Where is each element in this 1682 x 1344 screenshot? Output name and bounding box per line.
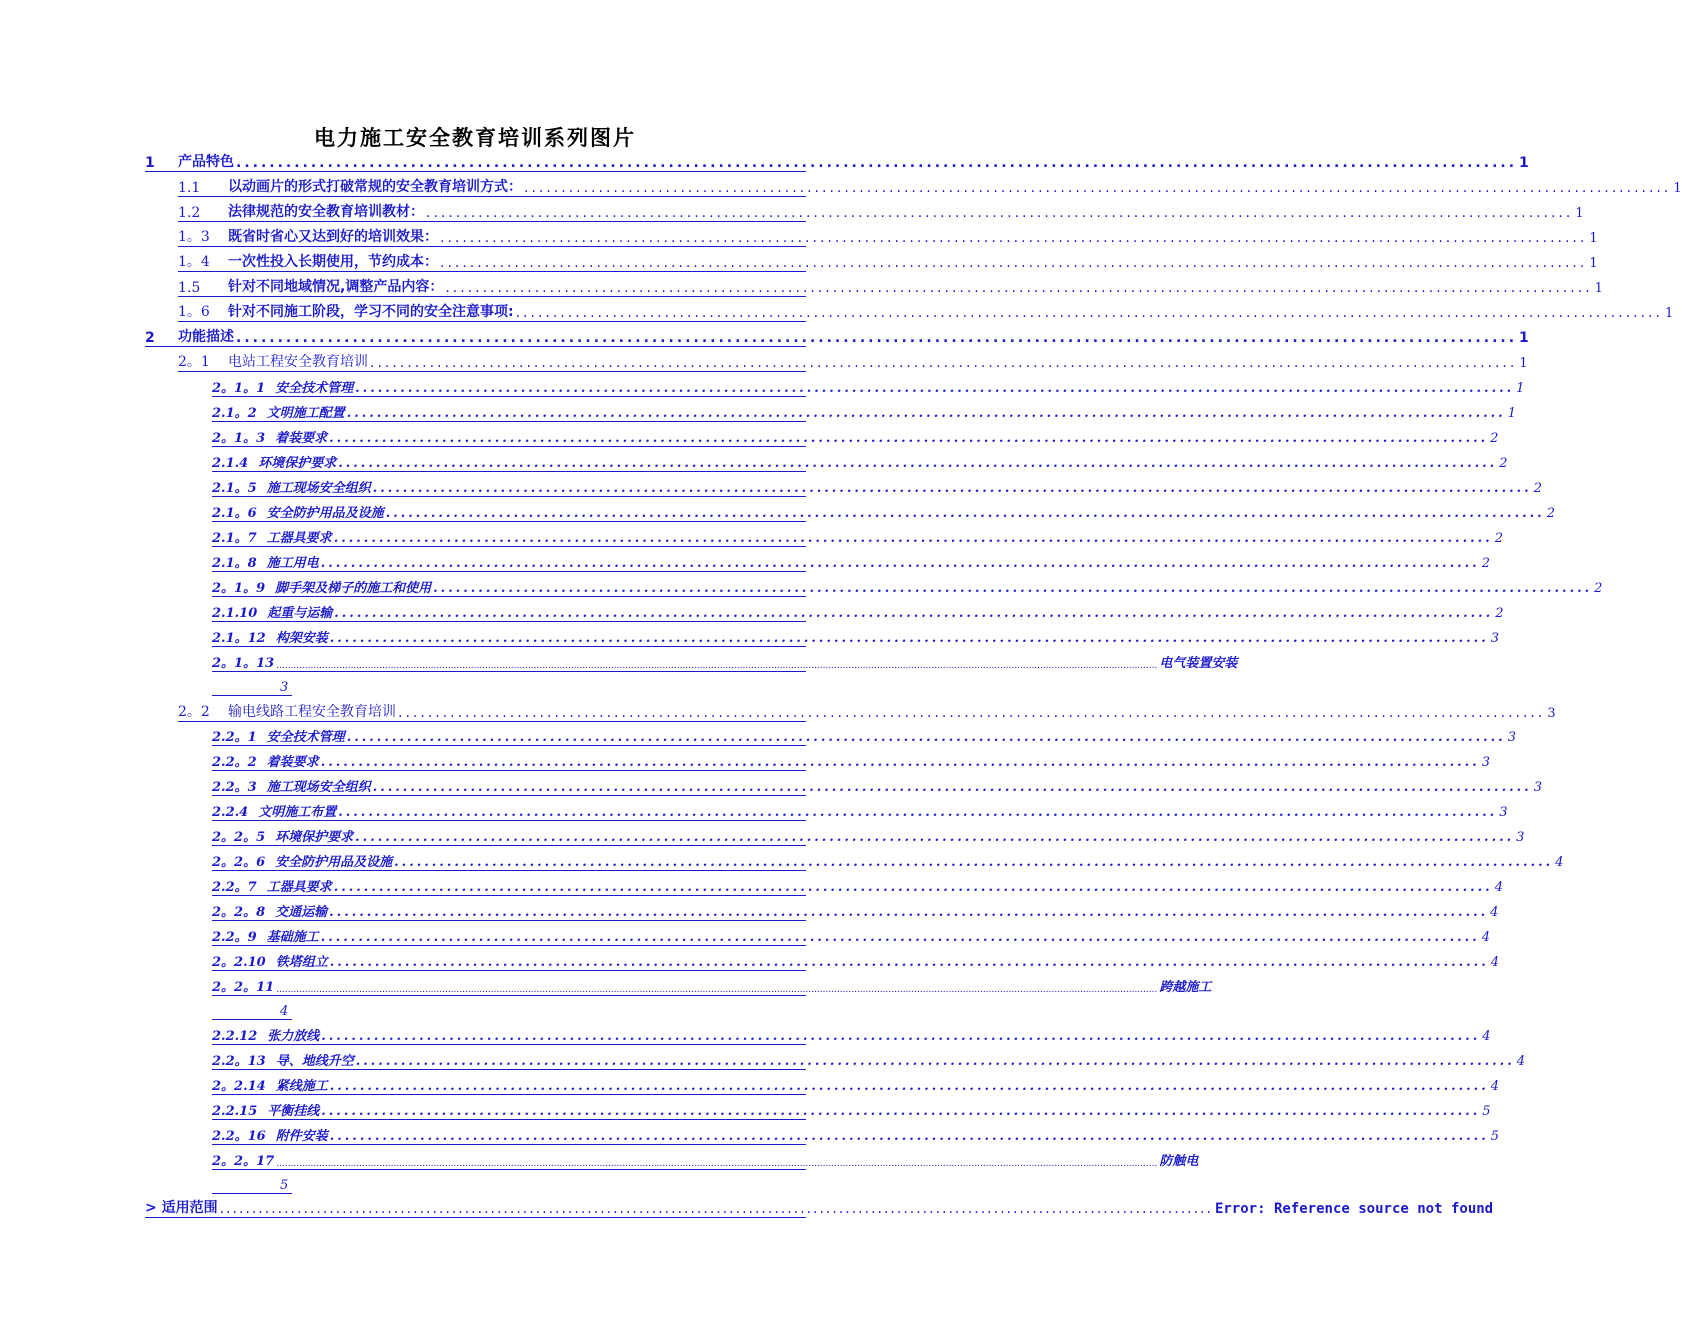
toc-entry-text: 输电线路工程安全教育培训 <box>228 704 396 720</box>
toc-entry-number: 1 <box>145 155 155 171</box>
toc-leader-dots: .......................................................................................................................................................... <box>329 905 1489 920</box>
toc-entry-text: 既省时省心又达到好的培训效果： <box>228 229 438 245</box>
toc-entry-number: 2.2。7 <box>212 880 257 895</box>
toc-entry-number: 2。1。13 <box>212 656 275 671</box>
toc-entry[interactable] <box>212 1023 1491 1045</box>
toc-page-number: 4 <box>1516 1054 1526 1069</box>
toc-entry-number: 2。2。6 <box>212 855 266 870</box>
toc-page-number: 4 <box>1481 930 1490 945</box>
toc-entry-number: 2。2.14 <box>212 1079 266 1094</box>
toc-page-number: 1 <box>1519 356 1528 371</box>
toc-entry[interactable] <box>212 500 1555 522</box>
toc-page-number: 1 <box>1589 256 1598 271</box>
toc-leader-dots: .......................................................................................................................................................... <box>236 155 1518 171</box>
toc-page-number: 4 <box>1555 855 1564 870</box>
toc-leader-dots: .......................................................................................................................................................... <box>329 1079 1489 1094</box>
toc-leader-dots: .......................................................................................................................................................... <box>329 955 1489 970</box>
toc-leader-dots: .......................................................................................................................................................... <box>329 631 1489 646</box>
toc-page-number: 3 <box>1516 830 1525 845</box>
toc-entry-number: 2.2。16 <box>212 1129 266 1144</box>
toc-page-number: 3 <box>1481 755 1490 770</box>
toc-page-number: 2 <box>1533 481 1542 496</box>
toc-page-number: 2 <box>1499 456 1508 471</box>
toc-leader-dots: .......................................................................................................................................................... <box>346 730 1506 745</box>
toc-entry-text: 产品特色 <box>178 154 234 170</box>
toc-entry-text: 交通运输 <box>275 905 328 920</box>
toc-leader-dots: .......................................................................................................................................................... <box>515 305 1663 321</box>
toc-entry[interactable] <box>212 799 1508 821</box>
toc-page-number: 5 <box>1482 1104 1491 1119</box>
toc-entry[interactable] <box>145 325 1529 347</box>
toc-entry[interactable] <box>178 350 1528 372</box>
toc-page-number: 4 <box>1494 880 1503 895</box>
toc-entry-number: 2.1。8 <box>212 556 257 571</box>
toc-entry-wrapped[interactable] <box>212 974 1212 1020</box>
toc-leader-dots: .......................................................................................................................................................... <box>219 1201 1213 1217</box>
toc-entry[interactable] <box>212 949 1500 971</box>
toc-page-number: 4 <box>212 996 292 1020</box>
toc-entry-number: 2.2.12 <box>212 1029 258 1044</box>
toc-entry[interactable] <box>212 450 1508 472</box>
toc-entry[interactable] <box>212 425 1499 447</box>
toc-entry[interactable] <box>178 300 1674 322</box>
toc-entry[interactable] <box>212 375 1525 397</box>
toc-entry-text: 脚手架及梯子的施工和使用 <box>275 581 432 596</box>
toc-page-number: 1 <box>1519 155 1529 171</box>
toc-leader-dots: .......................................................................................................................................................... <box>320 755 1480 770</box>
toc-leader-dots: .......................................................................................................................................................... <box>426 205 1574 221</box>
toc-leader-dots: .................................................................................................................................................................................................................................................................................................................... <box>276 661 1158 671</box>
toc-entry-number: 2。1。3 <box>212 431 266 446</box>
toc-leader-dots: .......................................................................................................................................................... <box>320 556 1480 571</box>
toc-entry[interactable] <box>212 899 1499 921</box>
toc-entry[interactable] <box>178 250 1598 272</box>
toc-entry-number: 2.1。2 <box>212 406 257 421</box>
toc-entry[interactable] <box>212 924 1490 946</box>
toc-leader-dots: .......................................................................................................................................................... <box>338 805 1498 820</box>
toc-page-number: 1 <box>1594 281 1603 296</box>
toc-entry[interactable] <box>178 175 1682 197</box>
toc-entry-number: 1。4 <box>178 254 210 270</box>
toc-entry-number: 2.1。7 <box>212 531 257 546</box>
toc-entry-number: 2.2.15 <box>212 1104 258 1119</box>
toc-leader-dots: .......................................................................................................................................................... <box>321 1104 1481 1119</box>
toc-entry[interactable] <box>212 1073 1500 1095</box>
toc-page-number: 3 <box>1499 805 1508 820</box>
toc-entry[interactable] <box>212 475 1542 497</box>
toc-page-number: 4 <box>1490 905 1499 920</box>
toc-leader-dots: .......................................................................................................................................................... <box>445 280 1593 296</box>
toc-entry-number: 1。6 <box>178 304 210 320</box>
toc-entry-number: 2.2。3 <box>212 780 257 795</box>
toc-page-number: 3 <box>1490 631 1500 646</box>
toc-leader-dots: .......................................................................................................................................................... <box>329 1129 1489 1144</box>
toc-entry[interactable] <box>212 625 1500 647</box>
toc-entry-text: 安全技术管理 <box>266 730 345 745</box>
toc-entry-text: 环境保护要求 <box>258 456 337 471</box>
toc-entry-wrapped[interactable] <box>212 650 1238 696</box>
toc-entry-text: 以动画片的形式打破常规的安全教育培训方式： <box>228 179 522 195</box>
toc-entry-number: 2.2。1 <box>212 730 257 745</box>
toc-leader-dots: .................................................................................................................................................................................................................................................................................................................... <box>276 1159 1158 1169</box>
toc-entry[interactable] <box>178 700 1556 722</box>
toc-entry-number: 2。2。11 <box>212 980 275 995</box>
toc-leader-dots: .......................................................................................................................................................... <box>440 255 1588 271</box>
toc-entry[interactable] <box>212 1048 1526 1070</box>
toc-page-number: 4 <box>1490 1079 1500 1094</box>
toc-entry[interactable] <box>212 774 1542 796</box>
toc-entry[interactable] <box>212 575 1603 597</box>
toc-entry-text: > 适用范围 <box>145 1200 218 1216</box>
toc-entry[interactable] <box>212 849 1564 871</box>
toc-page-number: 3 <box>212 672 292 696</box>
toc-entry-number: 2。1 <box>178 354 210 370</box>
toc-entry-text: 着装要求 <box>275 431 328 446</box>
toc-leader-dots: .......................................................................................................................................................... <box>355 1054 1515 1069</box>
toc-page-number: 3 <box>1533 780 1542 795</box>
toc-entry-number: 2。2 <box>178 704 210 720</box>
toc-page-number: 5 <box>1490 1129 1500 1144</box>
toc-entry-text: 防触电 <box>1159 1154 1199 1169</box>
toc-entry-number: 2.1。12 <box>212 631 266 646</box>
toc-leader-dots: .................................................................................................................................................................................................................................................................................................................... <box>276 985 1158 995</box>
toc-entry-text: 工器具要求 <box>266 531 332 546</box>
toc-entry-text: 工器具要求 <box>266 880 332 895</box>
toc-entry-text: 铁塔组立 <box>275 955 328 970</box>
toc-entry-number: 2.2。13 <box>212 1054 266 1069</box>
toc-entry-text: 导、地线升空 <box>275 1054 354 1069</box>
toc-page-number: 2 <box>1546 506 1555 521</box>
toc-leader-dots: .......................................................................................................................................................... <box>334 606 1494 621</box>
toc-entry-number: 2。2。5 <box>212 830 266 845</box>
toc-entry-number: 2。2。8 <box>212 905 266 920</box>
toc-leader-dots: .......................................................................................................................................................... <box>440 230 1588 246</box>
toc-page-number: 4 <box>1482 1029 1491 1044</box>
toc-entry-text: 文明施工配置 <box>266 406 345 421</box>
toc-leader-dots: .......................................................................................................................................................... <box>385 506 1545 521</box>
toc-entry-text: 构架安装 <box>275 631 328 646</box>
toc-entry-number: 1.1 <box>178 180 201 196</box>
toc-entry-number: 2。1。1 <box>212 381 266 396</box>
toc-entry-text: 针对不同地域情况,调整产品内容： <box>228 279 444 295</box>
toc-page-number: 1 <box>1575 206 1584 221</box>
toc-leader-dots: .......................................................................................................................................................... <box>433 581 1593 596</box>
toc-page-number: 5 <box>212 1170 292 1194</box>
toc-entry-text: 紧线施工 <box>275 1079 328 1094</box>
toc-page-number: 2 <box>1594 581 1603 596</box>
toc-entry-text: 张力放线 <box>267 1029 320 1044</box>
toc-entry-number: 1.5 <box>178 280 201 296</box>
toc-entry-number: 1.2 <box>178 205 201 221</box>
toc-leader-dots: .......................................................................................................................................................... <box>524 180 1672 196</box>
toc-entry-number: 2。1。9 <box>212 581 266 596</box>
toc-entry-text: 施工现场安全组织 <box>266 780 371 795</box>
toc-entry-number: 2 <box>145 330 155 346</box>
toc-entry-text: 安全防护用品及设施 <box>275 855 393 870</box>
toc-leader-dots: .......................................................................................................................................................... <box>320 930 1480 945</box>
toc-leader-dots: .......................................................................................................................................................... <box>329 431 1489 446</box>
toc-entry-number: 1。3 <box>178 229 210 245</box>
toc-entry[interactable] <box>212 824 1525 846</box>
toc-page-number: 2 <box>1481 556 1490 571</box>
toc-entry-number: 2.2。2 <box>212 755 257 770</box>
toc-entry[interactable] <box>145 150 1529 172</box>
toc-page-number: 1 <box>1516 381 1525 396</box>
toc-entry-text: 附件安装 <box>275 1129 328 1144</box>
toc-page-number: 1 <box>1519 330 1529 346</box>
toc-entry[interactable] <box>178 200 1584 222</box>
toc-entry-text: 电气装置安装 <box>1159 656 1238 671</box>
toc-entry-text: 跨越施工 <box>1159 980 1212 995</box>
toc-leader-dots: .......................................................................................................................................................... <box>398 705 1546 721</box>
toc-leader-dots: .......................................................................................................................................................... <box>355 830 1515 845</box>
toc-entry-text: 法律规范的安全教育培训教材： <box>228 204 424 220</box>
toc-entry-number: 2.1.4 <box>212 456 249 471</box>
toc-entry-text: 一次性投入长期使用，节约成本： <box>228 254 438 270</box>
toc-page-number: 2 <box>1495 606 1504 621</box>
toc-entry[interactable] <box>212 550 1490 572</box>
document-title: 电力施工安全教育培训系列图片 <box>314 125 636 150</box>
toc-entry[interactable] <box>212 1098 1491 1120</box>
toc-entry-text: 安全防护用品及设施 <box>266 506 384 521</box>
toc-entry[interactable] <box>212 724 1516 746</box>
toc-entry[interactable] <box>212 525 1503 547</box>
toc-entry-text: 平衡挂线 <box>267 1104 320 1119</box>
toc-entry-text: 着装要求 <box>266 755 319 770</box>
toc-entry-number: 2.1。5 <box>212 481 257 496</box>
toc-page-number: 2 <box>1494 531 1503 546</box>
toc-leader-dots: .......................................................................................................................................................... <box>333 880 1493 895</box>
toc-leader-dots: .......................................................................................................................................................... <box>236 330 1518 346</box>
toc-entry-number: 2.2.4 <box>212 805 249 820</box>
toc-entry-wrapped[interactable] <box>212 1148 1199 1194</box>
toc-entry[interactable] <box>212 874 1503 896</box>
toc-entry-number: 2.2。9 <box>212 930 257 945</box>
toc-entry-text: 基础施工 <box>266 930 319 945</box>
toc-entry-number: 2.1。6 <box>212 506 257 521</box>
toc-entry[interactable] <box>212 600 1504 622</box>
toc-entry[interactable] <box>178 225 1598 247</box>
toc-leader-dots: .......................................................................................................................................................... <box>338 456 1498 471</box>
toc-entry-number: 2。2.10 <box>212 955 266 970</box>
toc-leader-dots: .......................................................................................................................................................... <box>333 531 1493 546</box>
toc-page-number: 2 <box>1490 431 1499 446</box>
toc-page-number: 3 <box>1507 730 1516 745</box>
toc-leader-dots: .......................................................................................................................................................... <box>346 406 1506 421</box>
toc-page-number: 3 <box>1547 706 1556 721</box>
toc-entry-text: 施工用电 <box>266 556 319 571</box>
toc-page-number: 1 <box>1589 231 1598 246</box>
toc-entry-text: 施工现场安全组织 <box>266 481 371 496</box>
toc-leader-dots: .......................................................................................................................................................... <box>321 1029 1481 1044</box>
toc-entry-text: 针对不同施工阶段，学习不同的安全注意事项: <box>228 304 514 320</box>
toc-page-number: 1 <box>1664 306 1674 321</box>
toc-entry-scope[interactable] <box>145 1196 1494 1218</box>
toc-entry[interactable] <box>212 749 1490 771</box>
toc-leader-dots: .......................................................................................................................................................... <box>394 855 1554 870</box>
toc-leader-dots: .......................................................................................................................................................... <box>372 780 1532 795</box>
toc-error-text: Error: Reference source not found <box>1214 1201 1494 1217</box>
toc-entry[interactable] <box>212 400 1516 422</box>
toc-entry[interactable] <box>212 1123 1500 1145</box>
toc-entry-text: 起重与运输 <box>267 606 333 621</box>
toc-page-number: 1 <box>1507 406 1516 421</box>
toc-entry-number: 2。2。17 <box>212 1154 275 1169</box>
toc-entry-text: 电站工程安全教育培训 <box>228 354 368 370</box>
toc-leader-dots: .......................................................................................................................................................... <box>370 355 1518 371</box>
toc-leader-dots: .......................................................................................................................................................... <box>355 381 1515 396</box>
toc-entry-text: 功能描述 <box>178 329 234 345</box>
toc-entry-number: 2.1.10 <box>212 606 258 621</box>
toc-entry-text: 文明施工布置 <box>258 805 337 820</box>
toc-entry[interactable] <box>178 275 1603 297</box>
toc-entry-text: 环境保护要求 <box>275 830 354 845</box>
toc-page-number: 4 <box>1490 955 1500 970</box>
toc-entry-text: 安全技术管理 <box>275 381 354 396</box>
toc-page-number: 1 <box>1673 181 1682 196</box>
toc-leader-dots: .......................................................................................................................................................... <box>372 481 1532 496</box>
